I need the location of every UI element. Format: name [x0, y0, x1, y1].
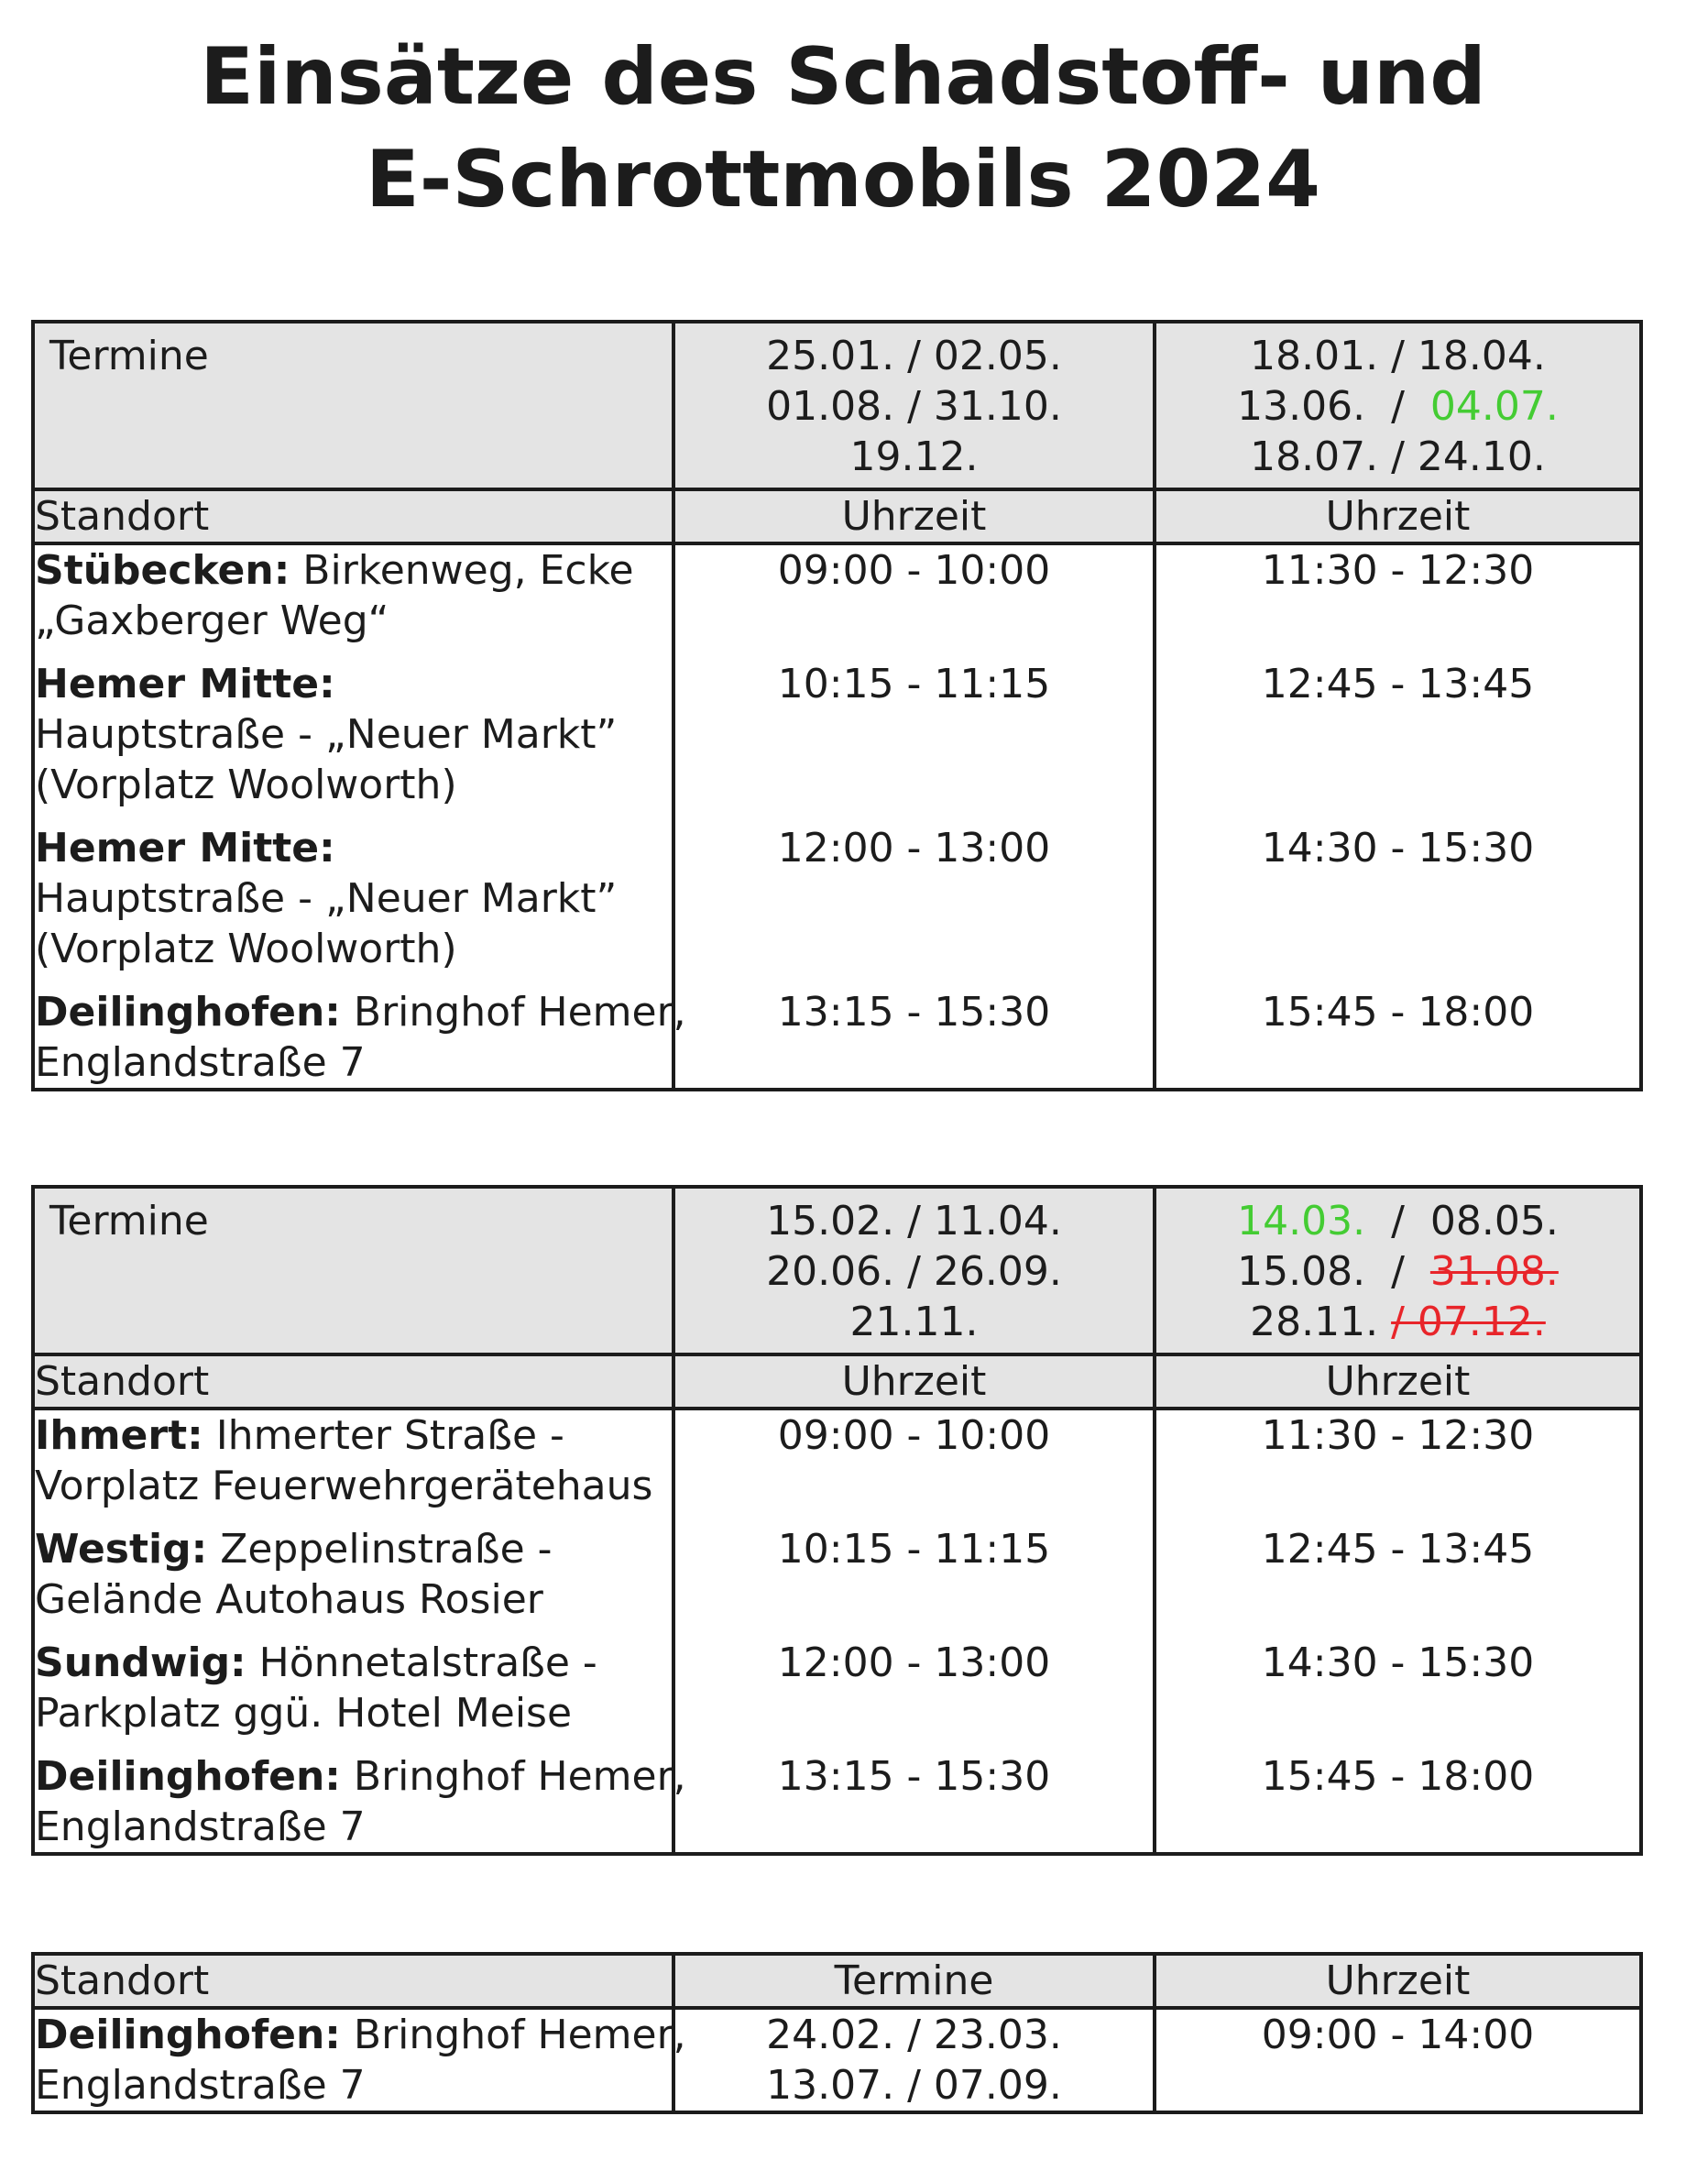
date-line [1162, 381, 1634, 432]
date-line: 21.11. [849, 1299, 979, 1345]
termine-header-row [33, 322, 1641, 489]
cancelled-date: / 07.12. [1391, 1299, 1546, 1345]
time-range: 12:00 - 13:00 [777, 1639, 1051, 1686]
location-name: Stübecken: [35, 547, 290, 594]
page-title-line-2: E-Schrottmobils 2024 [366, 134, 1320, 225]
location-address: Englandstraße 7 [35, 1804, 366, 1850]
time-entry [1162, 1410, 1634, 1511]
time-range: 10:15 - 11:15 [777, 1526, 1051, 1573]
times-cell [1155, 1409, 1641, 1854]
date-line: 15.02. / 11.04. [766, 1198, 1062, 1244]
location-name: Hemer Mitte: [35, 661, 335, 707]
time-range: 09:00 - 14:00 [1261, 2012, 1535, 2058]
location-address: Hauptstraße - „Neuer Markt” [35, 711, 618, 758]
times-cell [1155, 543, 1641, 1090]
location-address: (Vorplatz Woolworth) [35, 926, 457, 972]
locations-cell [33, 2008, 686, 2112]
location-entry [35, 1751, 686, 1852]
location-name: Ihmert: [35, 1412, 203, 1459]
location-entry [35, 823, 672, 974]
location-name: Sundwig: [35, 1639, 246, 1686]
location-address: Vorplatz Feuerwehrgerätehaus [35, 1463, 653, 1509]
location-address: Birkenweg, Ecke [290, 547, 634, 594]
date-line: 20.06. / 26.09. [766, 1248, 1062, 1295]
schedule-table-2 [31, 1185, 1643, 1856]
page-title-line-1: Einsätze des Schadstoff- und [200, 31, 1486, 123]
time-range: 11:30 - 12:30 [1261, 1412, 1535, 1459]
date-line: 24.02. / 23.03. [766, 2012, 1062, 2058]
schedule-table-3 [31, 1952, 1643, 2114]
page-title [0, 26, 1686, 231]
time-range: 09:00 - 10:00 [777, 1412, 1051, 1459]
time-entry [681, 545, 1147, 646]
uhrzeit-label: Uhrzeit [1155, 1954, 1641, 2008]
termine-dates-group-a [673, 1187, 1155, 1354]
times-cell [673, 1409, 1155, 1854]
location-name: Westig: [35, 1526, 208, 1573]
time-range: 12:45 - 13:45 [1261, 1526, 1535, 1573]
standort-label: Standort [33, 1354, 673, 1409]
termine-label: Termine [33, 1187, 673, 1354]
time-range: 14:30 - 15:30 [1261, 825, 1535, 872]
time-range: 14:30 - 15:30 [1261, 1639, 1535, 1686]
time-entry [681, 987, 1147, 1088]
time-entry [1162, 1751, 1634, 1852]
date-line [1162, 1297, 1634, 1347]
times-cell [673, 543, 1155, 1090]
date-line [1162, 1246, 1634, 1297]
time-entry [1162, 987, 1634, 1088]
time-range: 12:45 - 13:45 [1261, 661, 1535, 707]
termine-label: Termine [673, 1954, 1155, 2008]
uhrzeit-label: Uhrzeit [673, 489, 1155, 543]
date-line: 19.12. [849, 433, 979, 480]
date-text: 15.08. / [1237, 1248, 1430, 1295]
location-address: Parkplatz ggü. Hotel Meise [35, 1690, 573, 1737]
standort-label: Standort [33, 489, 673, 543]
date-line: 13.07. / 07.09. [766, 2062, 1062, 2109]
dates-cell [673, 2008, 1155, 2112]
location-address: Englandstraße 7 [35, 1039, 366, 1086]
date-text: / 08.05. [1365, 1198, 1559, 1244]
time-entry [681, 1751, 1147, 1852]
column-header-row [33, 1954, 1641, 2008]
date-line [1162, 1196, 1634, 1246]
location-entry [35, 1410, 672, 1511]
termine-label: Termine [33, 322, 673, 489]
locations-row [33, 1409, 1641, 1854]
location-address: Bringhof Hemer, [340, 1753, 686, 1800]
time-range: 10:15 - 11:15 [777, 661, 1051, 707]
date-text: 13.06. / [1237, 383, 1430, 430]
time-entry [1162, 659, 1634, 810]
column-header-row [33, 1354, 1641, 1409]
added-date: 14.03. [1237, 1198, 1366, 1244]
location-address: Bringhof Hemer, [340, 989, 686, 1036]
time-range: 09:00 - 10:00 [777, 547, 1051, 594]
time-range: 11:30 - 12:30 [1261, 547, 1535, 594]
date-line: 01.08. / 31.10. [766, 383, 1062, 430]
locations-row [33, 2008, 1641, 2112]
time-entry [681, 823, 1147, 974]
location-name: Deilinghofen: [35, 989, 341, 1036]
location-address: Bringhof Hemer, [340, 2012, 686, 2058]
column-header-row [33, 489, 1641, 543]
location-entry [35, 659, 672, 810]
time-range: 15:45 - 18:00 [1261, 1753, 1535, 1800]
time-entry [681, 659, 1147, 810]
termine-dates-group-b [1155, 322, 1641, 489]
location-entry [35, 1638, 672, 1738]
time-entry [1162, 545, 1634, 646]
time-entry [1162, 1638, 1634, 1738]
locations-cell [33, 543, 686, 1090]
cancelled-date: 31.08. [1429, 1248, 1559, 1295]
date-line: 18.07. / 24.10. [1250, 433, 1546, 480]
location-address: Gelände Autohaus Rosier [35, 1576, 543, 1623]
uhrzeit-label: Uhrzeit [1155, 489, 1641, 543]
time-entry [681, 1524, 1147, 1625]
location-entry [35, 1524, 672, 1625]
time-entry [1162, 823, 1634, 974]
location-name: Hemer Mitte: [35, 825, 335, 872]
standort-label: Standort [33, 1954, 673, 2008]
time-range: 15:45 - 18:00 [1261, 989, 1535, 1036]
time-range: 12:00 - 13:00 [777, 825, 1051, 872]
date-text: 28.11. [1250, 1299, 1392, 1345]
location-address: Hauptstraße - „Neuer Markt” [35, 875, 618, 922]
uhrzeit-label: Uhrzeit [673, 1354, 1155, 1409]
location-entry [35, 545, 672, 646]
location-name: Deilinghofen: [35, 1753, 341, 1800]
time-entry [681, 1638, 1147, 1738]
location-address: Hönnetalstraße - [246, 1639, 597, 1686]
location-name: Deilinghofen: [35, 2012, 341, 2058]
locations-cell [33, 1409, 686, 1854]
time-entry [681, 1410, 1147, 1511]
termine-header-row [33, 1187, 1641, 1354]
time-entry [1162, 1524, 1634, 1625]
date-line: 18.01. / 18.04. [1250, 333, 1546, 379]
times-cell [1155, 2008, 1641, 2112]
location-address: Englandstraße 7 [35, 2062, 366, 2109]
location-address: (Vorplatz Woolworth) [35, 762, 457, 808]
locations-row [33, 543, 1641, 1090]
location-address: „Gaxberger Weg“ [35, 598, 389, 644]
termine-dates-group-b [1155, 1187, 1641, 1354]
location-address: Ihmerter Straße - [203, 1412, 564, 1459]
location-address: Zeppelinstraße - [207, 1526, 553, 1573]
time-range: 13:15 - 15:30 [777, 1753, 1051, 1800]
location-entry [35, 987, 686, 1088]
uhrzeit-label: Uhrzeit [1155, 1354, 1641, 1409]
date-line: 25.01. / 02.05. [766, 333, 1062, 379]
termine-dates-group-a [673, 322, 1155, 489]
schedule-table-1 [31, 320, 1643, 1091]
time-range: 13:15 - 15:30 [777, 989, 1051, 1036]
added-date: 04.07. [1429, 383, 1559, 430]
